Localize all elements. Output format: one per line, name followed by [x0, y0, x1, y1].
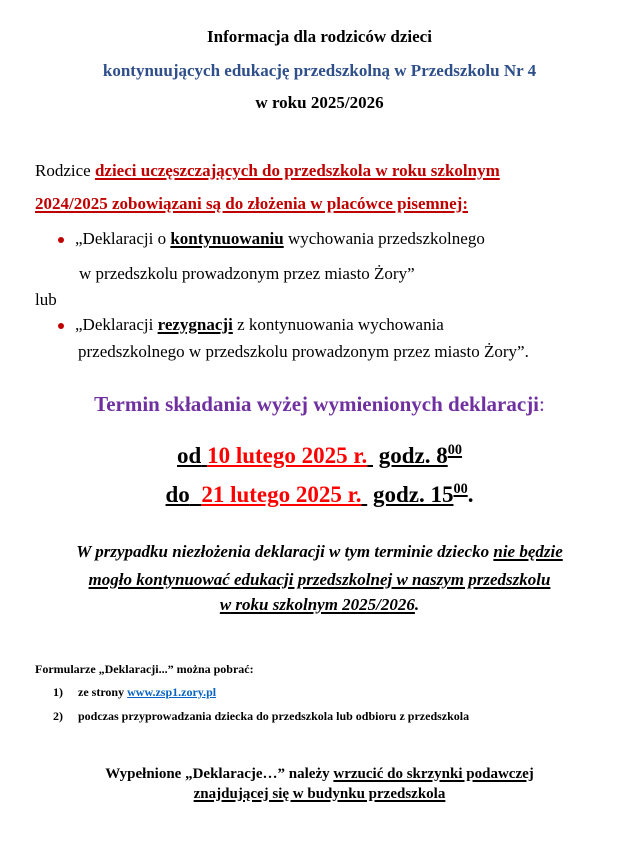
warning-line-3-text: w roku szkolnym 2025/2026: [219, 595, 415, 614]
date-from-prefix: od: [177, 443, 202, 468]
date-from-minutes: 00: [447, 442, 462, 459]
term-title: Termin składania wyżej wymienionych deklaracji: [94, 392, 540, 416]
forms-intro: Formularze „Deklaracji...” można pobrać:: [35, 662, 254, 676]
bullet-icon: [58, 237, 64, 243]
date-to-prefix: do: [165, 482, 190, 507]
date-to-period: .: [467, 482, 474, 507]
or-text: lub: [35, 290, 57, 309]
forms-item-2-number: 2): [53, 709, 63, 723]
warning-line-2: mogło kontynuować edukacji przedszkolnej w naszym przedszkolu: [88, 570, 551, 589]
warning-line-1: [0, 542, 639, 562]
intro-line-1: [35, 161, 500, 181]
item-1-line-1: [75, 229, 485, 249]
date-from-date: 10 lutego 2025 r.: [207, 443, 368, 468]
website-link[interactable]: www.zsp1.zory.pl: [127, 685, 217, 699]
title-line-3: w roku 2025/2026: [255, 93, 384, 112]
forms-item-1-text: ze strony: [78, 685, 128, 699]
intro-word: Rodzice: [35, 161, 91, 180]
bullet-icon: [58, 323, 64, 329]
item-2-pre: „Deklaracji: [75, 315, 154, 334]
date-from-hour: godz. 8: [378, 443, 448, 468]
warning-line-3: [0, 595, 639, 615]
intro-red-text-1: dzieci uczęszczających do przedszkola w roku szkolnym: [94, 161, 500, 180]
footer-line-2: znajdującej się w budynku przedszkola: [193, 786, 446, 802]
term-colon: :: [539, 392, 545, 416]
title-line-1: Informacja dla rodziców dzieci: [207, 27, 432, 46]
date-to-hour: godz. 15: [372, 482, 454, 507]
warning-line-3-end: .: [414, 595, 420, 614]
footer-line-1: [0, 766, 639, 783]
forms-item-1-number: 1): [53, 685, 63, 699]
item-2-post: z kontynuowania wychowania: [237, 315, 444, 334]
date-from: [0, 443, 639, 469]
date-to-date: 21 lutego 2025 r.: [201, 482, 362, 507]
footer-underlined-1: wrzucić do skrzynki podawczej: [333, 766, 534, 782]
date-to-minutes: 00: [453, 481, 468, 498]
intro-red-text-2: 2024/2025 zobowiązani są do złożenia w placówce pisemnej:: [35, 194, 468, 213]
item-1-line-2: w przedszkolu prowadzonym przez miasto Żory”: [79, 264, 415, 283]
footer-pre: Wypełnione „Deklaracje…” należy: [105, 766, 330, 782]
item-1-post: wychowania przedszkolnego: [287, 229, 485, 248]
date-to: [0, 482, 639, 508]
forms-item-1: [78, 685, 216, 700]
item-2-line-1: [75, 315, 444, 335]
term-heading: [0, 392, 639, 417]
item-1-pre: „Deklaracji o: [75, 229, 167, 248]
warning-line-1-pre: W przypadku niezłożenia deklaracji w tym terminie dziecko: [76, 542, 490, 561]
item-2-line-2: przedszkolnego w przedszkolu prowadzonym przez miasto Żory”.: [78, 342, 529, 361]
item-1-keyword: kontynuowaniu: [170, 229, 284, 248]
forms-item-2-text: podczas przyprowadzania dziecka do przedszkola lub odbioru z przedszkola: [78, 709, 470, 723]
title-line-2: kontynuujących edukację przedszkolną w Przedszkolu Nr 4: [102, 61, 537, 80]
item-2-keyword: rezygnacji: [157, 315, 233, 334]
warning-line-1-underlined: nie będzie: [493, 542, 563, 561]
